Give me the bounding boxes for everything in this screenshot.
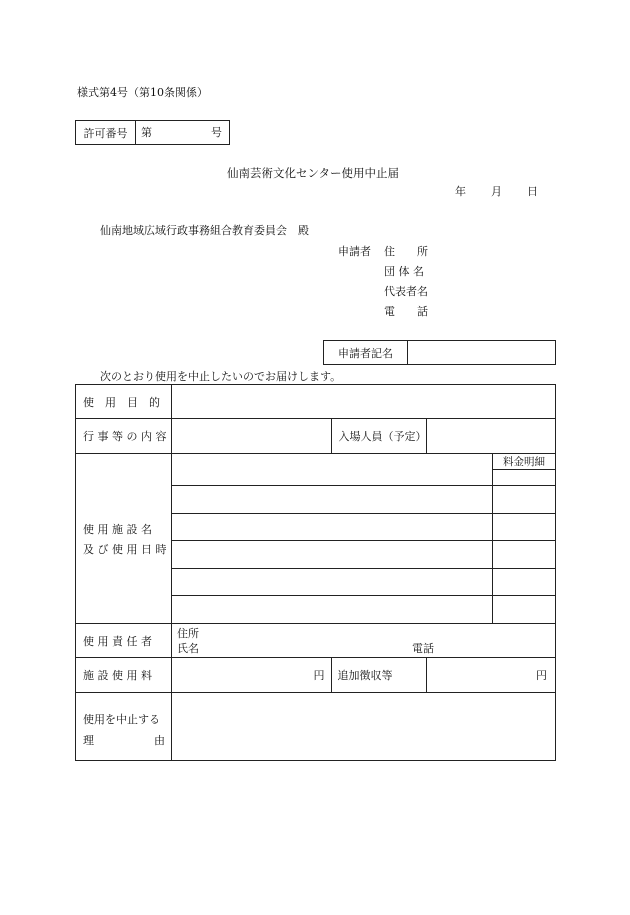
extra-label: 追加徴収等: [331, 658, 427, 693]
manager-address-label: 住所: [176, 627, 199, 640]
permit-suffix: 号: [211, 126, 222, 139]
facility-row-5[interactable]: [171, 569, 492, 596]
date-day: 日: [527, 185, 538, 198]
permit-label: 許可番号: [76, 121, 136, 145]
addressee: 仙南地域広域行政事務組合教育委員会 殿: [100, 224, 309, 237]
reason-field[interactable]: [171, 693, 555, 761]
manager-label: 使 用 責 任 者: [76, 624, 172, 658]
applicant-phone-label: 電 話: [384, 305, 428, 318]
fee-label: 施 設 使 用 料: [76, 658, 172, 693]
manager-phone-label: 電話: [411, 642, 434, 655]
permit-prefix: 第: [141, 126, 152, 139]
facility-row-2[interactable]: [171, 486, 492, 514]
applicant-address-label: 住 所: [384, 245, 428, 258]
facility-row-6[interactable]: [171, 596, 492, 624]
fee-detail-4[interactable]: [493, 541, 556, 569]
event-field[interactable]: [171, 419, 331, 454]
form-code: 様式第4号（第10条関係）: [77, 86, 208, 99]
extra-field[interactable]: [427, 658, 556, 693]
applicant-group-label: 団 体 名: [384, 265, 424, 278]
facility-row-4[interactable]: [171, 541, 492, 569]
facility-label: 使 用 施 設 名 及 び 使 用 日 時: [76, 454, 172, 624]
fee-detail-2[interactable]: [493, 486, 556, 514]
intro-text: 次のとおり使用を中止したいのでお届けします。: [100, 370, 342, 383]
purpose-field[interactable]: [171, 385, 555, 419]
page-title: 仙南芸術文化センター使用中止届: [227, 166, 400, 180]
attendance-field[interactable]: [427, 419, 556, 454]
date-month: 月: [491, 185, 502, 198]
applicant-code-box: [323, 340, 556, 365]
fee-unit: 円: [313, 669, 325, 682]
applicant-code-field[interactable]: [408, 341, 556, 365]
fee-detail-3[interactable]: [493, 514, 556, 541]
facility-row-1[interactable]: [171, 454, 492, 486]
attendance-label: 入場人員（予定）: [331, 419, 427, 454]
manager-field[interactable]: [171, 624, 555, 658]
fee-detail-1[interactable]: [493, 470, 556, 486]
fee-detail-header: 料金明細: [493, 454, 556, 470]
date-year: 年: [455, 185, 466, 198]
fee-field[interactable]: [171, 658, 331, 693]
manager-name-label: 氏名: [176, 642, 199, 655]
facility-row-3[interactable]: [171, 514, 492, 541]
application-table: [75, 384, 556, 761]
event-label: 行 事 等 の 内 容: [76, 419, 172, 454]
fee-detail-6[interactable]: [493, 596, 556, 624]
applicant-rep-label: 代表者名: [384, 285, 428, 298]
fee-detail-5[interactable]: [493, 569, 556, 596]
permit-number-box: [75, 120, 230, 145]
purpose-label: 使 用 目 的: [76, 385, 172, 419]
applicant-code-label: 申請者記名: [324, 341, 408, 365]
applicant-heading: 申請者: [338, 245, 371, 258]
permit-number-field[interactable]: [136, 121, 230, 145]
reason-label: 使用を中止する 理 由: [76, 693, 172, 761]
extra-unit: 円: [536, 669, 547, 682]
